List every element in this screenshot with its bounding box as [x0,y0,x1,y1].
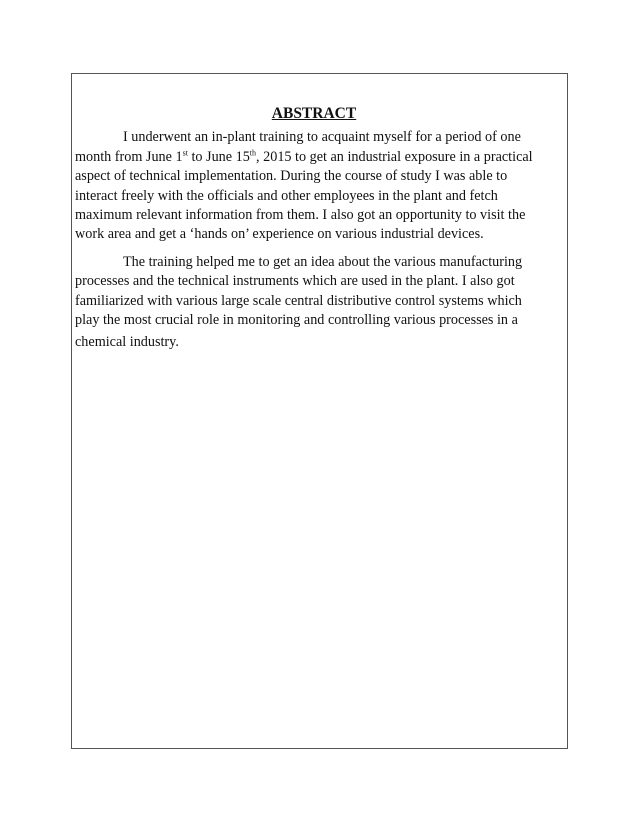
paragraph-line: processes and the technical instruments which are used in the plant. I also got [75,273,515,290]
document-body [75,104,549,361]
paragraph-line: work area and get a ‘hands on’ experience on various industrial devices. [75,226,484,243]
paragraph-line: interact freely with the officials and other employees in the plant and fetch [75,187,498,204]
paragraph-line: The training helped me to get an idea about the various manufacturing [123,253,523,270]
abstract-paragraph-1 [75,128,549,244]
superscript: st [182,148,188,158]
paragraph-line: I underwent an in-plant training to acquaint myself for a period of one [123,129,521,146]
document-title: ABSTRACT [271,105,357,122]
paragraph-line: aspect of technical implementation. During the course of study I was able to [75,168,508,185]
paragraph-line: chemical industry. [75,334,179,351]
paragraph-line [75,148,549,167]
text-run: to June 15 [187,148,250,165]
superscript: th [249,148,257,158]
paragraph-line: maximum relevant information from them. I also got an opportunity to visit the [75,207,526,224]
text-run: month from June 1 [75,148,183,165]
paragraph-line: familiarized with various large scale central distributive control systems which [75,292,522,309]
abstract-paragraph-2 [75,253,549,353]
paragraph-line: play the most crucial role in monitoring and controlling various processes in a [75,312,518,329]
text-run: , 2015 to get an industrial exposure in a practical [256,148,533,165]
